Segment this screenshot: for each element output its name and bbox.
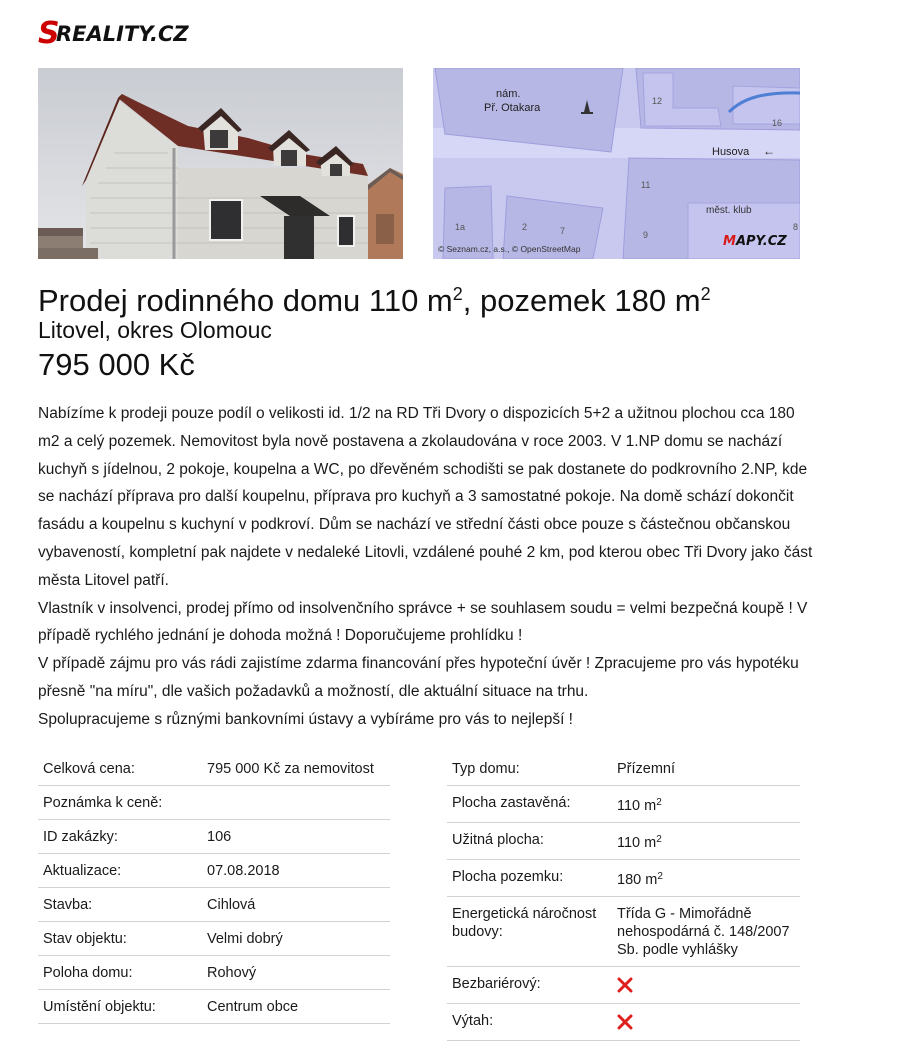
- detail-row-order-id: [38, 820, 390, 854]
- sreality-logo[interactable]: [38, 18, 238, 52]
- detail-label: Umístění objektu:: [38, 990, 202, 1024]
- detail-row-location-type: [38, 990, 390, 1024]
- detail-label: Stav objektu:: [38, 922, 202, 956]
- detail-value: Centrum obce: [202, 990, 390, 1024]
- detail-row-price-note: [38, 786, 390, 820]
- detail-value: [202, 786, 390, 820]
- mapy-cz-logo[interactable]: MAPY.CZ: [723, 234, 787, 249]
- detail-row-updated: [38, 854, 390, 888]
- detail-value: 110 $m^2$: [612, 786, 800, 823]
- listing-title: Prodej rodinného domu 110 $m^2$, pozemek 180 $m^2$: [38, 283, 711, 318]
- listing-location: Litovel, okres Olomouc: [38, 317, 272, 343]
- detail-label: Energetická náročnost budovy:: [447, 897, 612, 967]
- detail-value: 07.08.2018: [202, 854, 390, 888]
- red-x-icon: [617, 977, 633, 993]
- description-paragraph: Vlastník v insolvenci, prodej přímo od insolvenčního správce + se souhlasem soudu = velmi bezpečná koupě ! V případě rychlého jednání je dohoda možná ! Doporučujeme prohlídku !: [38, 599, 808, 645]
- mapy-cz-brand: APY.CZ: [735, 234, 787, 249]
- detail-label: Bezbariérový:: [447, 967, 612, 1004]
- detail-label: Poznámka k ceně:: [38, 786, 202, 820]
- map-label-2: 2: [522, 222, 528, 232]
- map-label-square-line2: Př. Otakara: [484, 102, 541, 114]
- detail-label: Celková cena:: [38, 752, 202, 786]
- map-label-9: 9: [643, 230, 649, 240]
- description-paragraph: V případě zájmu pro vás rádi zajistíme zdarma financování přes hypoteční úvěr ! Zpracujeme pro vás hypotéku přesně "na míru", dle vašich požadavků a možností, dle aktuální situace na trhu.: [38, 655, 799, 700]
- detail-row-usable-area: [447, 823, 800, 860]
- description-paragraph: Nabízíme k prodeji pouze podíl o velikosti id. 1/2 na RD Tři Dvory o dispozicích 5+2 a užitnou plochou cca 180 m2 a celý pozemek. Nemovitost byla nově postavena a zkolaudována v roce 2003. V 1.NP domu se nachází kuchyň s jídelnou, 2 pokoje, koupelna a WC, po dřevěném schodišti se pak dostanete do podkrovního 2.NP, kde se nachází příprava pro další koupelnu, příprava pro kuchyň a 3 samostatné pokoje. Na domě schází dokončit fasádu a koupelnu s kuchyní v podkroví. Dům se nachází ve střední části obce pouze s částečnou občanskou vybaveností, kompletní pak najdete v nedaleké Litovli, vzdálené pouhé 2 km, pod kterou obec Tři Dvory jako část města Litovel patří.: [38, 405, 813, 589]
- detail-label: Poloha domu:: [38, 956, 202, 990]
- detail-value: 110 $m^2$: [612, 823, 800, 860]
- map-label-12: 12: [652, 96, 663, 106]
- detail-value: Cihlová: [202, 888, 390, 922]
- property-photo[interactable]: [38, 68, 403, 259]
- description-paragraph: Spolupracujeme s různými bankovními ústavy a vybíráme pro vás to nejlepší !: [38, 710, 573, 728]
- detail-value: Velmi dobrý: [202, 922, 390, 956]
- map-label-16: 16: [772, 118, 783, 128]
- listing-price: 795 000 Kč: [38, 347, 195, 382]
- detail-row-construction: [38, 888, 390, 922]
- detail-label: ID zakázky:: [38, 820, 202, 854]
- detail-row-house-position: [38, 956, 390, 990]
- detail-value: Třída G - Mimořádně nehospodárná č. 148/2007 Sb. podle vyhlášky: [612, 897, 800, 967]
- logo-wordmark: REALITY.CZ: [56, 22, 189, 46]
- detail-label: Plocha zastavěná:: [447, 786, 612, 823]
- detail-row-condition: [38, 922, 390, 956]
- detail-label: Výtah:: [447, 1004, 612, 1041]
- details-table-left: [38, 752, 390, 1024]
- map-attribution[interactable]: © Seznam.cz, a.s., © OpenStreetMap: [438, 244, 581, 254]
- detail-value: [612, 1004, 800, 1041]
- red-x-icon: [617, 1014, 633, 1030]
- detail-label: Plocha pozemku:: [447, 860, 612, 897]
- map-street-arrow: ←: [763, 144, 775, 158]
- detail-row-land-area: [447, 860, 800, 897]
- detail-row-house-type: [447, 752, 800, 786]
- map-label-11: 11: [641, 180, 651, 190]
- detail-row-barrier-free: [447, 967, 800, 1004]
- detail-value: 795 000 Kč za nemovitost: [202, 752, 390, 786]
- location-map[interactable]: [433, 68, 800, 259]
- detail-label: Aktualizace:: [38, 854, 202, 888]
- detail-value: 180 $m^2$: [612, 860, 800, 897]
- detail-label: Typ domu:: [447, 752, 612, 786]
- detail-label: Stavba:: [38, 888, 202, 922]
- detail-value: Přízemní: [612, 752, 800, 786]
- detail-row-built-area: [447, 786, 800, 823]
- detail-value: 106: [202, 820, 390, 854]
- map-label-7: 7: [560, 226, 566, 236]
- detail-value: [612, 967, 800, 1004]
- map-label-1a: 1a: [455, 222, 466, 232]
- map-label-club: měst. klub: [706, 205, 752, 216]
- detail-value: Rohový: [202, 956, 390, 990]
- map-label-street: Husova: [712, 146, 750, 158]
- map-label-square-line1: nám.: [496, 88, 521, 100]
- detail-row-total-price: [38, 752, 390, 786]
- detail-row-energy-class: [447, 897, 800, 967]
- details-table-right: [447, 752, 800, 1041]
- listing-description: [38, 400, 813, 734]
- map-label-8: 8: [793, 222, 799, 232]
- logo-s-letter: S: [38, 16, 60, 51]
- detail-label: Užitná plocha:: [447, 823, 612, 860]
- detail-row-elevator: [447, 1004, 800, 1041]
